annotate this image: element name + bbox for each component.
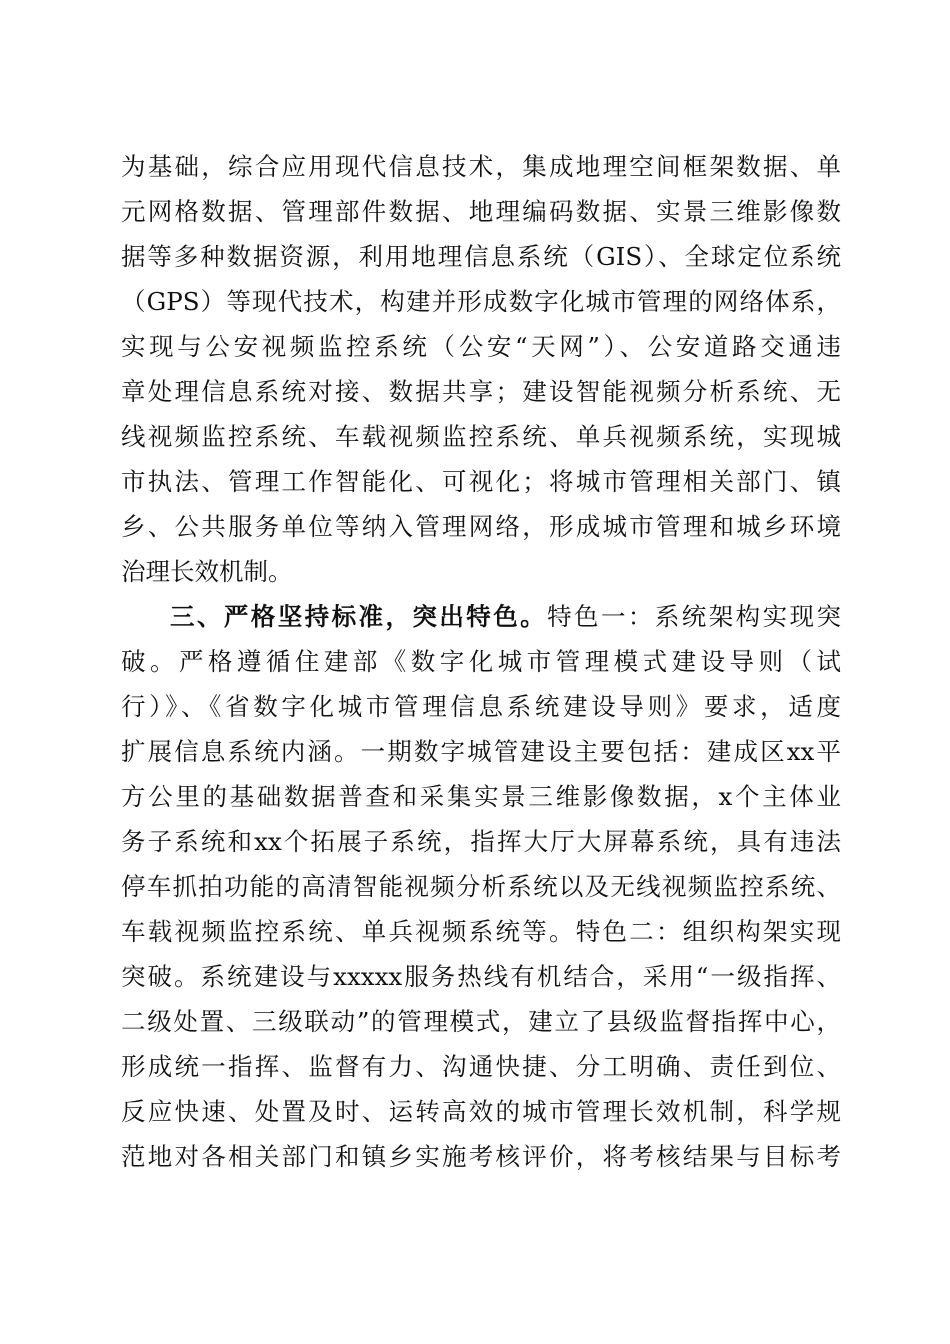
text-line: 治理长效机制。 [121, 557, 293, 586]
text-line: 车载视频监控系统、单兵视频系统等。特色二：组织构架实现 [121, 917, 841, 946]
text-line: 据等多种数据资源，利用地理信息系统（GIS）、全球定位系统 [121, 242, 841, 271]
text-line: 章处理信息系统对接、数据共享；建设智能视频分析系统、无 [121, 377, 841, 406]
body-text [121, 144, 841, 1179]
text-line: 形成统一指挥、监督有力、沟通快捷、分工明确、责任到位、 [121, 1052, 841, 1081]
text-line: （GPS）等现代技术，构建并形成数字化城市管理的网络体系， [121, 287, 841, 316]
section-heading: 三、严格坚持标准，突出特色。 [170, 602, 548, 631]
text-line: 扩展信息系统内涵。一期数字城管建设主要包括：建成区xx平 [121, 737, 841, 766]
text-line: 停车抓拍功能的高清智能视频分析系统以及无线视频监控系统、 [121, 872, 841, 901]
text-line: 实现与公安视频监控系统（公安“天网”）、公安道路交通违 [121, 332, 841, 361]
text-line: 务子系统和xx个拓展子系统，指挥大厅大屏幕系统，具有违法 [121, 827, 841, 856]
text-line: 范地对各相关部门和镇乡实施考核评价，将考核结果与目标考 [121, 1142, 841, 1171]
text-line: 反应快速、处置及时、运转高效的城市管理长效机制，科学规 [121, 1097, 841, 1126]
paragraph-data-systems [121, 144, 841, 594]
text-line: 二级处置、三级联动”的管理模式，建立了县级监督指挥中心， [121, 1007, 841, 1036]
text-line-first [121, 594, 841, 639]
text-line: 为基础，综合应用现代信息技术，集成地理空间框架数据、单 [121, 152, 841, 181]
text-line: 破。严格遵循住建部《数字化城市管理模式建设导则（试 [121, 647, 841, 676]
heading-line-rest: 特色一：系统架构实现突 [547, 602, 841, 631]
paragraph-standards [121, 594, 841, 1179]
text-line: 乡、公共服务单位等纳入管理网络，形成城市管理和城乡环境 [121, 512, 841, 541]
text-line: 线视频监控系统、车载视频监控系统、单兵视频系统，实现城 [121, 422, 841, 451]
text-line: 元网格数据、管理部件数据、地理编码数据、实景三维影像数 [121, 197, 841, 226]
text-line: 市执法、管理工作智能化、可视化；将城市管理相关部门、镇 [121, 467, 841, 496]
text-line: 行）》、《省数字化城市管理信息系统建设导则》要求，适度 [121, 692, 841, 721]
text-line: 方公里的基础数据普查和采集实景三维影像数据，x个主体业 [121, 782, 841, 811]
text-line: 突破。系统建设与xxxxx服务热线有机结合，采用“一级指挥、 [121, 962, 841, 991]
